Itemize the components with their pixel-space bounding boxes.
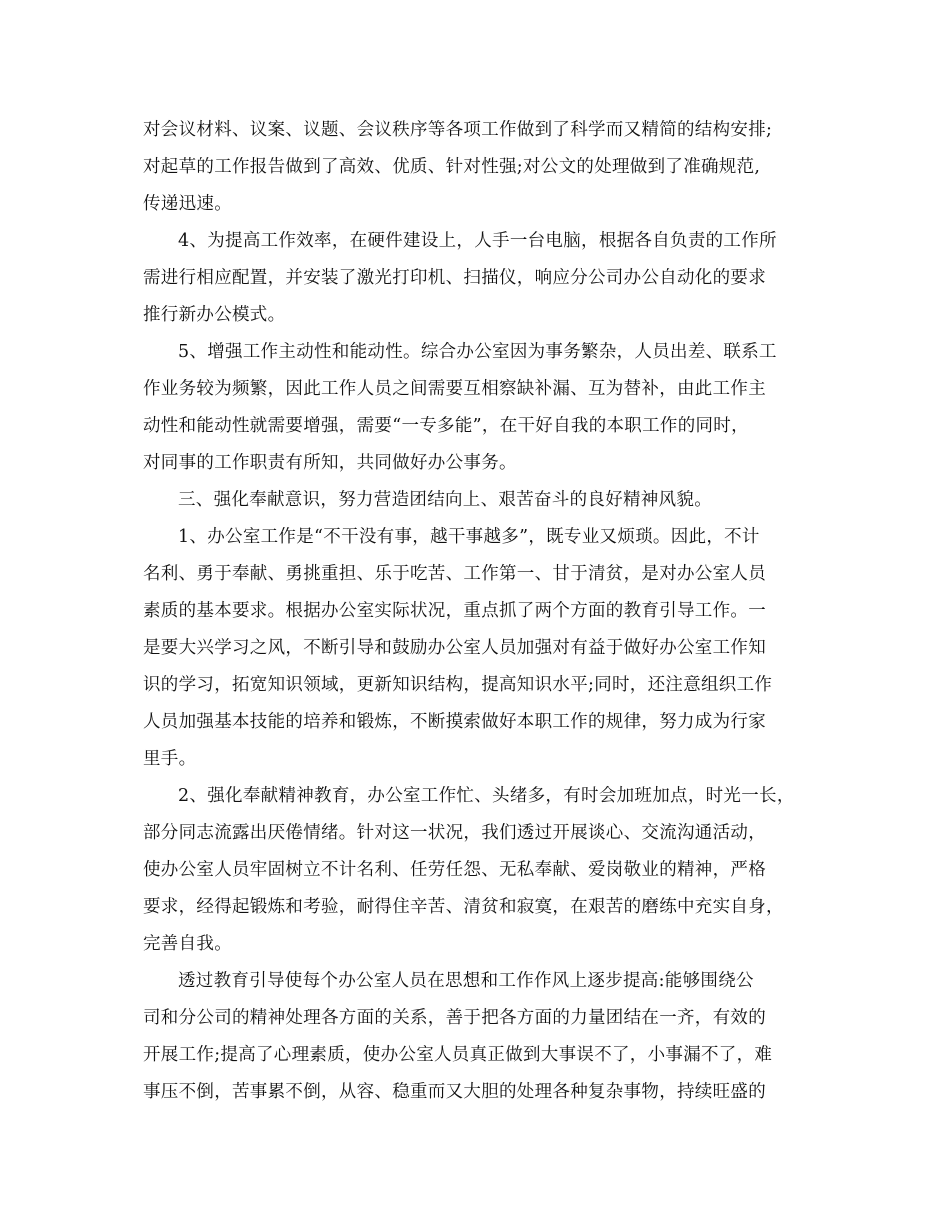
text-line: 司和分公司的精神处理各方面的关系，善于把各方面的力量团结在一齐，有效的 — [143, 1008, 766, 1028]
text-line: 是要大兴学习之风，不断引导和鼓励办公室人员加强对有益于做好办公室工作知 — [143, 638, 766, 658]
text-line: 5、增强工作主动性和能动性。综合办公室因为事务繁杂，人员出差、联系工 — [178, 342, 777, 362]
text-line: 素质的基本要求。根据办公室实际状况，重点抓了两个方面的教育引导工作。一 — [143, 601, 766, 621]
text-line: 对起草的工作报告做到了高效、优质、针对性强;对公文的处理做到了准确规范, — [143, 157, 761, 177]
text-line: 需进行相应配置，并安装了激光打印机、扫描仪，响应分公司办公自动化的要求 — [143, 268, 766, 288]
text-line: 识的学习，拓宽知识领域，更新知识结构，提高知识水平;同时，还注意组织工作 — [143, 675, 773, 695]
section-heading: 三、强化奉献意识，努力营造团结向上、艰苦奋斗的良好精神风貌。 — [178, 490, 712, 510]
text-line: 1、办公室工作是“不干没有事，越干事越多”，既专业又烦琐。因此，不计 — [178, 527, 760, 547]
text-line: 对同事的工作职责有所知，共同做好办公事务。 — [143, 453, 517, 473]
text-line: 动性和能动性就需要增强，需要“一专多能”，在干好自我的本职工作的同时， — [143, 416, 749, 436]
text-line: 事压不倒，苦事累不倒，从容、稳重而又大胆的处理各种复杂事物，持续旺盛的 — [143, 1082, 766, 1102]
text-line: 推行新办公模式。 — [143, 305, 286, 325]
text-line: 4、为提高工作效率，在硬件建设上，人手一台电脑，根据各自负责的工作所 — [178, 231, 777, 251]
text-line: 要求，经得起锻炼和考验，耐得住辛苦、清贫和寂寞，在艰苦的磨练中充实自身， — [143, 897, 784, 917]
text-line: 里手。 — [143, 749, 197, 769]
text-line: 传递迅速。 — [143, 194, 232, 214]
text-line: 人员加强基本技能的培养和锻炼，不断摸索做好本职工作的规律，努力成为行家 — [143, 712, 766, 732]
text-line: 完善自我。 — [143, 934, 232, 954]
text-line: 作业务较为频繁，因此工作人员之间需要互相察缺补漏、互为替补，由此工作主 — [143, 379, 766, 399]
text-line: 2、强化奉献精神教育，办公室工作忙、头绪多，有时会加班加点，时光一长， — [178, 786, 795, 806]
text-line: 部分同志流露出厌倦情绪。针对这一状况，我们透过开展谈心、交流沟通活动， — [143, 823, 766, 843]
text-line: 名利、勇于奉献、勇挑重担、乐于吃苦、工作第一、甘于清贫，是对办公室人员 — [143, 564, 766, 584]
text-line: 对会议材料、议案、议题、会议秩序等各项工作做到了科学而又精简的结构安排; — [143, 120, 773, 140]
text-line: 开展工作;提高了心理素质，使办公室人员真正做到大事误不了，小事漏不了，难 — [143, 1045, 773, 1065]
text-line: 使办公室人员牢固树立不计名利、任劳任怨、无私奉献、爱岗敬业的精神，严格 — [143, 860, 766, 880]
text-line: 透过教育引导使每个办公室人员在思想和工作作风上逐步提高:能够围绕公 — [178, 971, 754, 991]
